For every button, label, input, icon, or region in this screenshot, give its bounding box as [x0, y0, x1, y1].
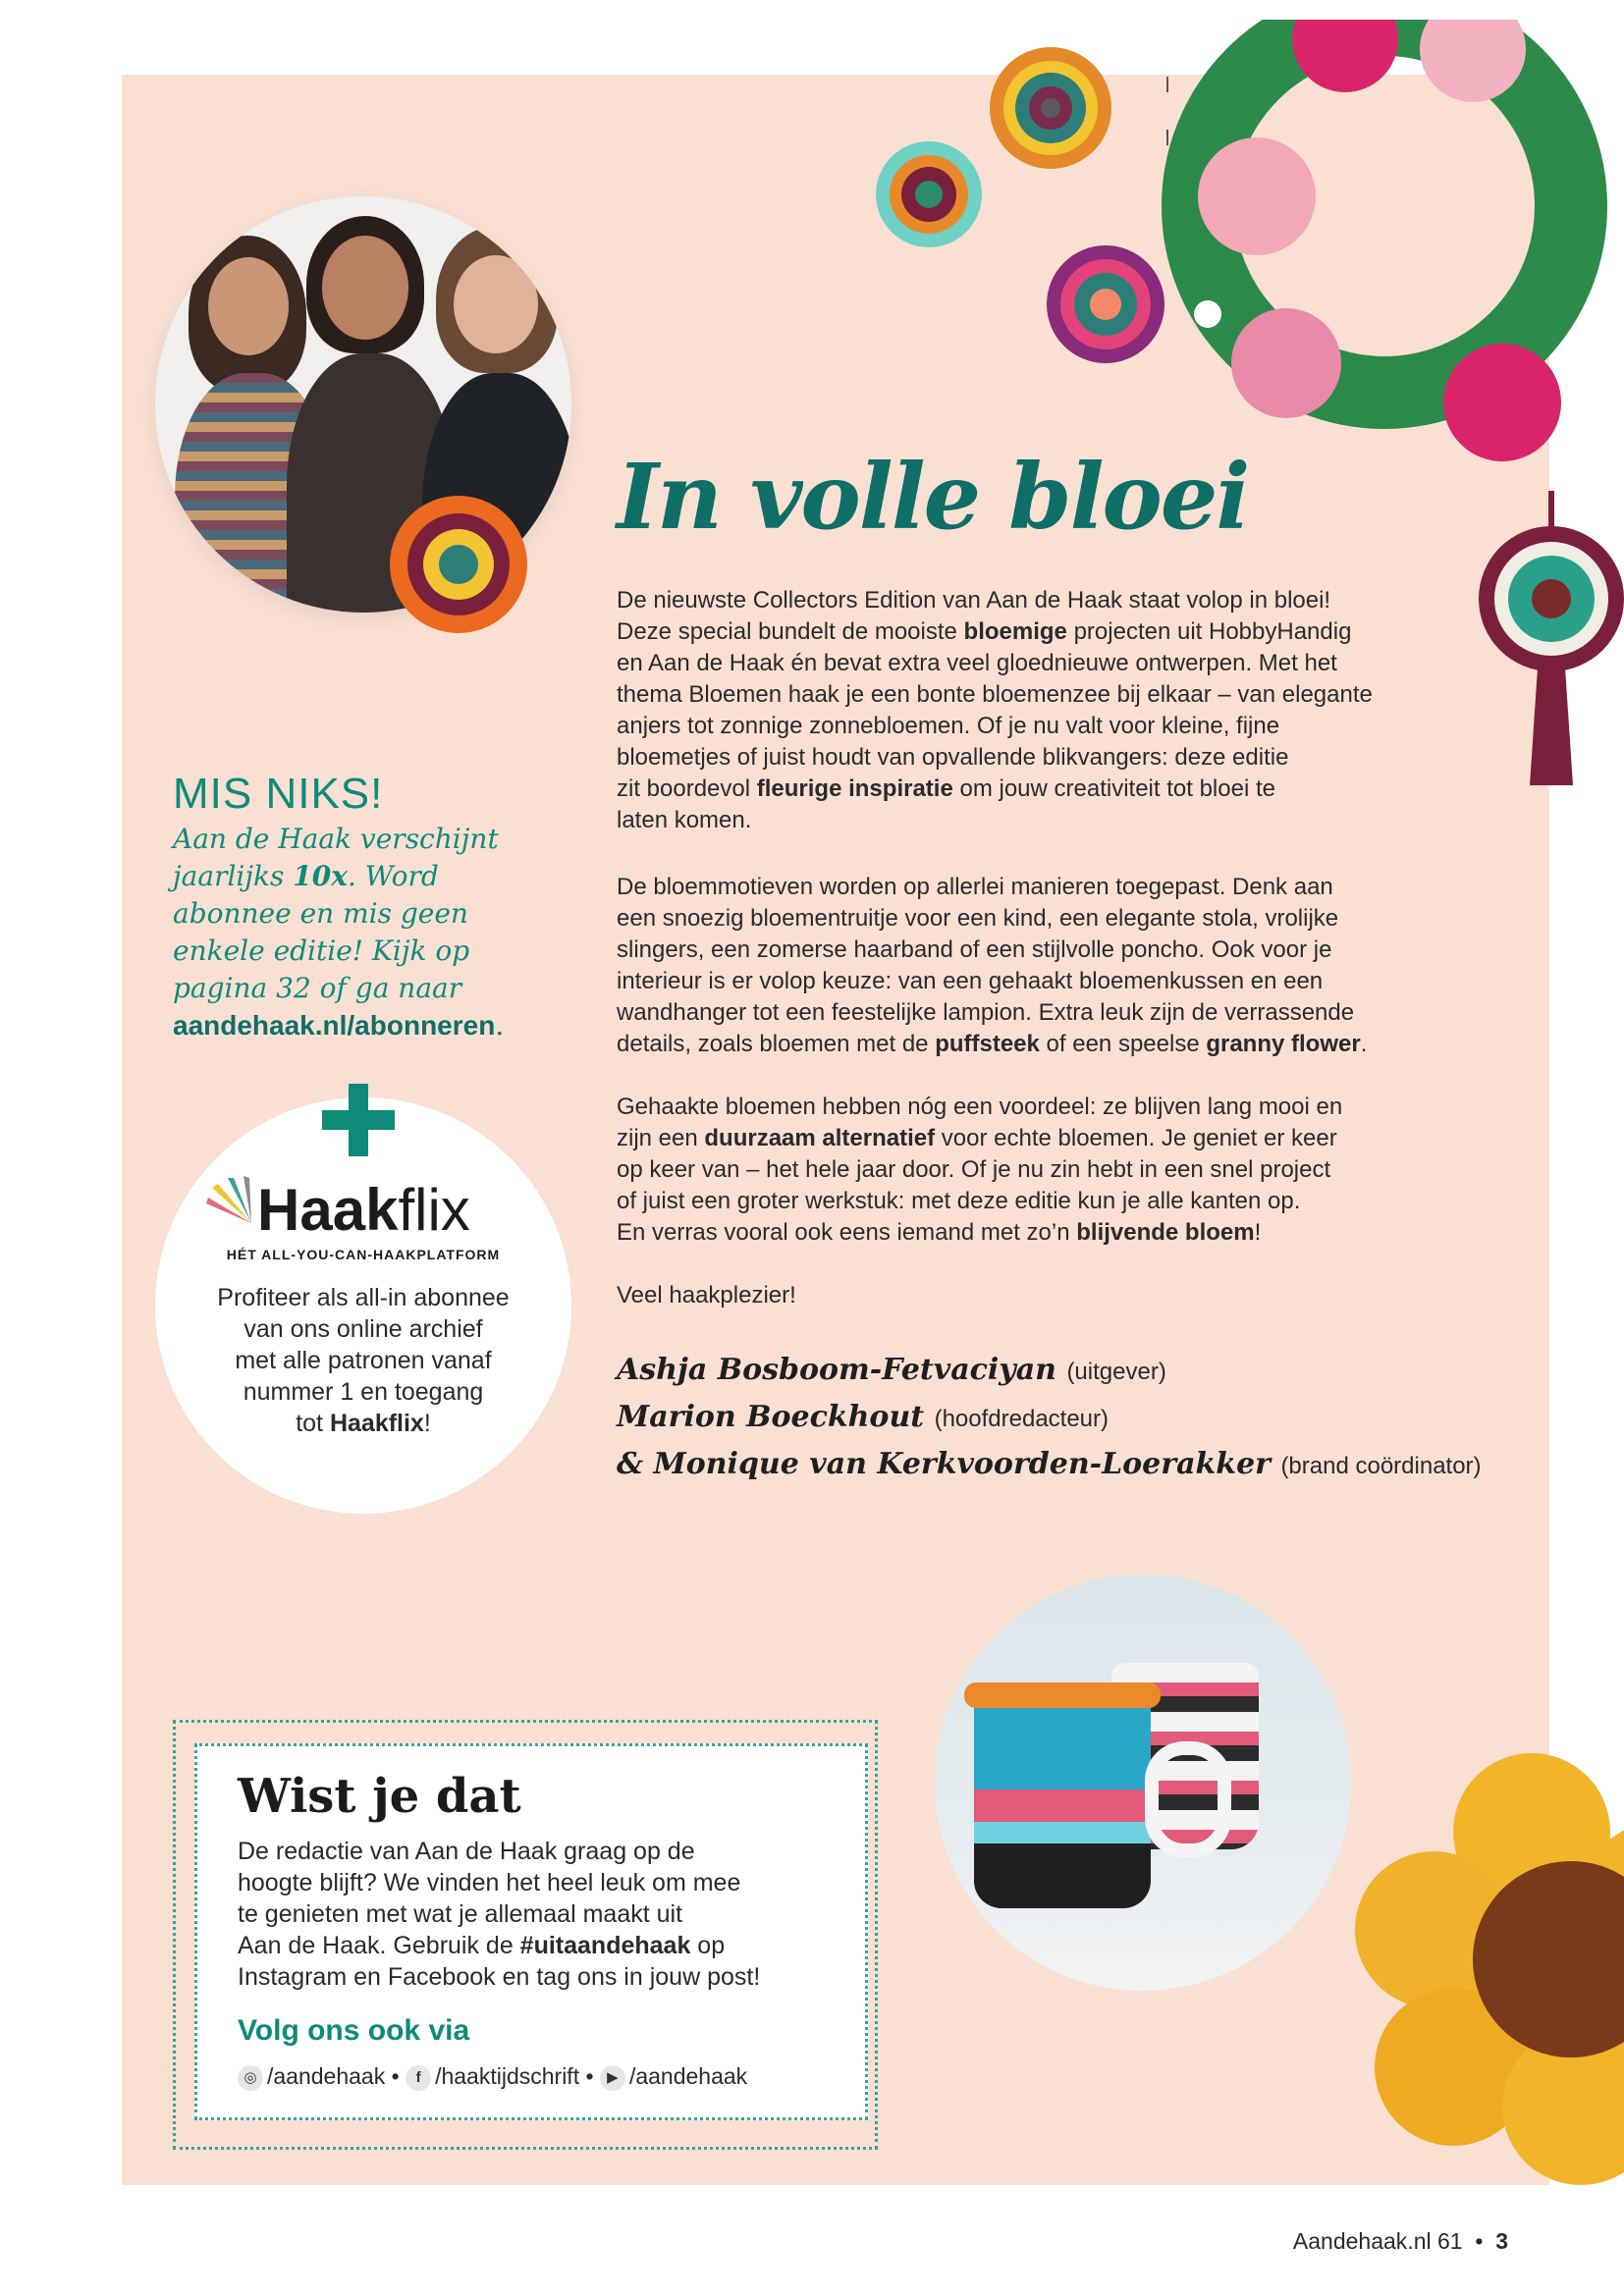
article-title: In volle bloei [617, 444, 1249, 550]
page-footer: Aandehaak.nl 61 • 3 [1292, 2228, 1508, 2254]
video-link[interactable]: /aandehaak [628, 2063, 748, 2089]
wist-je-dat-text: De redactie van Aan de Haak graag op de hoogte blijft? We vinden het heel leuk om mee te genieten met wat je allemaal maakt uit Aan de Haak. Gebruik de #uitaandehaak op Instagram en Facebook en tag ons in jouw post! [238, 1838, 761, 1991]
follow-heading: Volg ons ook via [238, 2014, 470, 2047]
paragraph-3: Gehaakte bloemen hebben nóg een voordeel: ze blijven lang mooi en zijn een duurzaam alternatief voor echte bloemen. Je geniet er keer op keer van – het hele jaar door. Of je nu zin hebt in een snel project of juist een groter werkstuk: met deze editie kun je alle kanten op. En verras vooral ook eens iemand met zo’n blijvende bloem! [617, 1094, 1343, 1246]
crochet-flower-orange [990, 47, 1111, 169]
crochet-flower-teal [876, 141, 982, 247]
instagram-link[interactable]: /aandehaak [267, 2063, 386, 2089]
plus-icon [322, 1084, 395, 1156]
haakflix-tagline: HÉT ALL-YOU-CAN-HAAKPLATFORM [226, 1247, 501, 1262]
facebook-link[interactable]: /haaktijdschrift [435, 2063, 580, 2089]
instagram-icon[interactable]: ◎ [238, 2065, 263, 2091]
social-links [238, 2063, 747, 2091]
mis-niks-text: Aan de Haak verschijnt jaarlijks 10x. Word abonnee en mis geen enkele editie! Kijk op pagina 32 of ga naar aandehaak.nl/abonneren. [173, 823, 505, 1041]
signature-2: Marion Boeckhout (hoofdredacteur) [617, 1400, 1110, 1434]
signature-3: & Monique van Kerkvoorden-Loerakker (brand coördinator) [617, 1447, 1482, 1481]
crochet-sunflower [1345, 1728, 1624, 2189]
intro-paragraph: De nieuwste Collectors Edition van Aan de Haak staat volop in bloei! Deze special bundelt de mooiste bloemige projecten uit HobbyHandig en Aan de Haak én bevat extra veel gloednieuwe ontwerpen. Met het thema Bloemen haak je een bonte bloemenzee bij elkaar – van elegante anjers tot zonnige zonnebloemen. Of je nu valt voor kleine, fijne bloemetjes of juist houdt van opvallende blikvangers: deze editie zit boordevol fleurige inspiratie om jouw creativiteit tot bloei te laten komen. [617, 587, 1373, 833]
subscribe-link[interactable]: aandehaak.nl/abonneren [173, 1010, 496, 1041]
crochet-wreath [1194, 20, 1571, 461]
signature-1: Ashja Bosboom-Fetvaciyan (uitgever) [617, 1353, 1166, 1387]
crochet-flower-small [385, 491, 532, 638]
separator: • [391, 2063, 400, 2089]
mis-niks-heading: MIS NIKS! [173, 770, 384, 818]
wist-je-dat-heading: Wist je dat [238, 1769, 521, 1824]
facebook-icon[interactable]: f [406, 2065, 431, 2091]
crochet-ornament [1479, 491, 1624, 785]
crochet-flower-purple [1047, 245, 1164, 363]
video-icon[interactable]: ▶ [600, 2065, 625, 2091]
haakflix-text: Profiteer als all-in abonnee van ons online archief met alle patronen vanaf nummer 1 en toegang tot Haakflix! [217, 1284, 510, 1437]
paragraph-2: De bloemmotieven worden op allerlei manieren toegepast. Denk aan een snoezig bloementruitje voor een kind, een elegante stola, vrolijke slingers, een zomerse haarband of een stijlvolle poncho. Ook voor je interieur is er volop keuze: van een gehaakt bloemenkussen en een wandhanger tot een feestelijke lampion. Extra leuk zijn de verrassende details, zoals bloemen met de puffsteek of een speelse granny flower. [617, 874, 1368, 1057]
haakflix-logo-icon [202, 1174, 257, 1229]
separator: • [585, 2063, 594, 2089]
hashtag: #uitaandehaak [519, 1932, 691, 1959]
haakflix-logo: Haakflix [257, 1177, 470, 1243]
closing-line: Veel haakplezier! [617, 1282, 796, 1308]
mugs-photo [935, 1575, 1351, 1991]
